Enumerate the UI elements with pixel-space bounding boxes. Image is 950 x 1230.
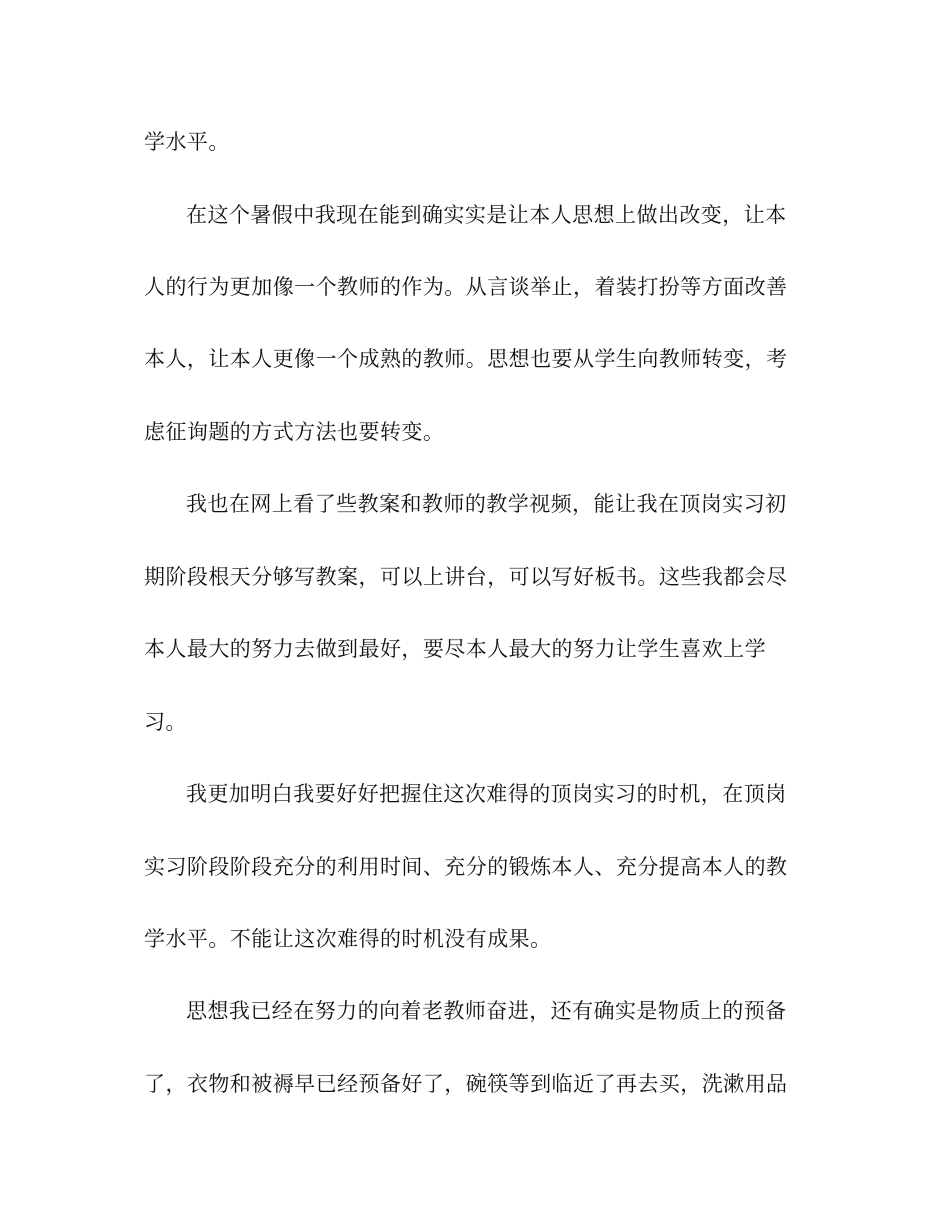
paragraph-first-line: 我更加明白我要好好把握住这次难得的顶岗实习的时机，在顶岗 [186, 782, 787, 806]
text-line: 学水平。 [144, 130, 230, 154]
text-line: 虑征询题的方式方法也要转变。 [144, 420, 445, 444]
paragraph-first-line: 思想我已经在努力的向着老教师奋进，还有确实是物质上的预备 [186, 999, 787, 1023]
text-line: 本人，让本人更像一个成熟的教师。思想也要从学生向教师转变，考 [144, 347, 788, 371]
paragraph-first-line: 在这个暑假中我现在能到确实实是让本人思想上做出改变，让本 [186, 203, 787, 227]
text-line: 学水平。不能让这次难得的时机没有成果。 [144, 927, 552, 951]
text-line: 人的行为更加像一个教师的作为。从言谈举止，着装打扮等方面改善 [144, 275, 788, 299]
text-line: 了，衣物和被褥早已经预备好了，碗筷等到临近了再去买，洗漱用品 [144, 1072, 788, 1096]
text-line: 实习阶段阶段充分的利用时间、充分的锻炼本人、充分提高本人的教 [144, 855, 788, 879]
paragraph-first-line: 我也在网上看了些教案和教师的教学视频，能让我在顶岗实习初 [186, 492, 787, 516]
text-line: 习。 [144, 710, 187, 734]
text-line: 期阶段根天分够写教案，可以上讲台，可以写好板书。这些我都会尽 [144, 565, 788, 589]
text-line: 本人最大的努力去做到最好，要尽本人最大的努力让学生喜欢上学 [144, 637, 767, 661]
